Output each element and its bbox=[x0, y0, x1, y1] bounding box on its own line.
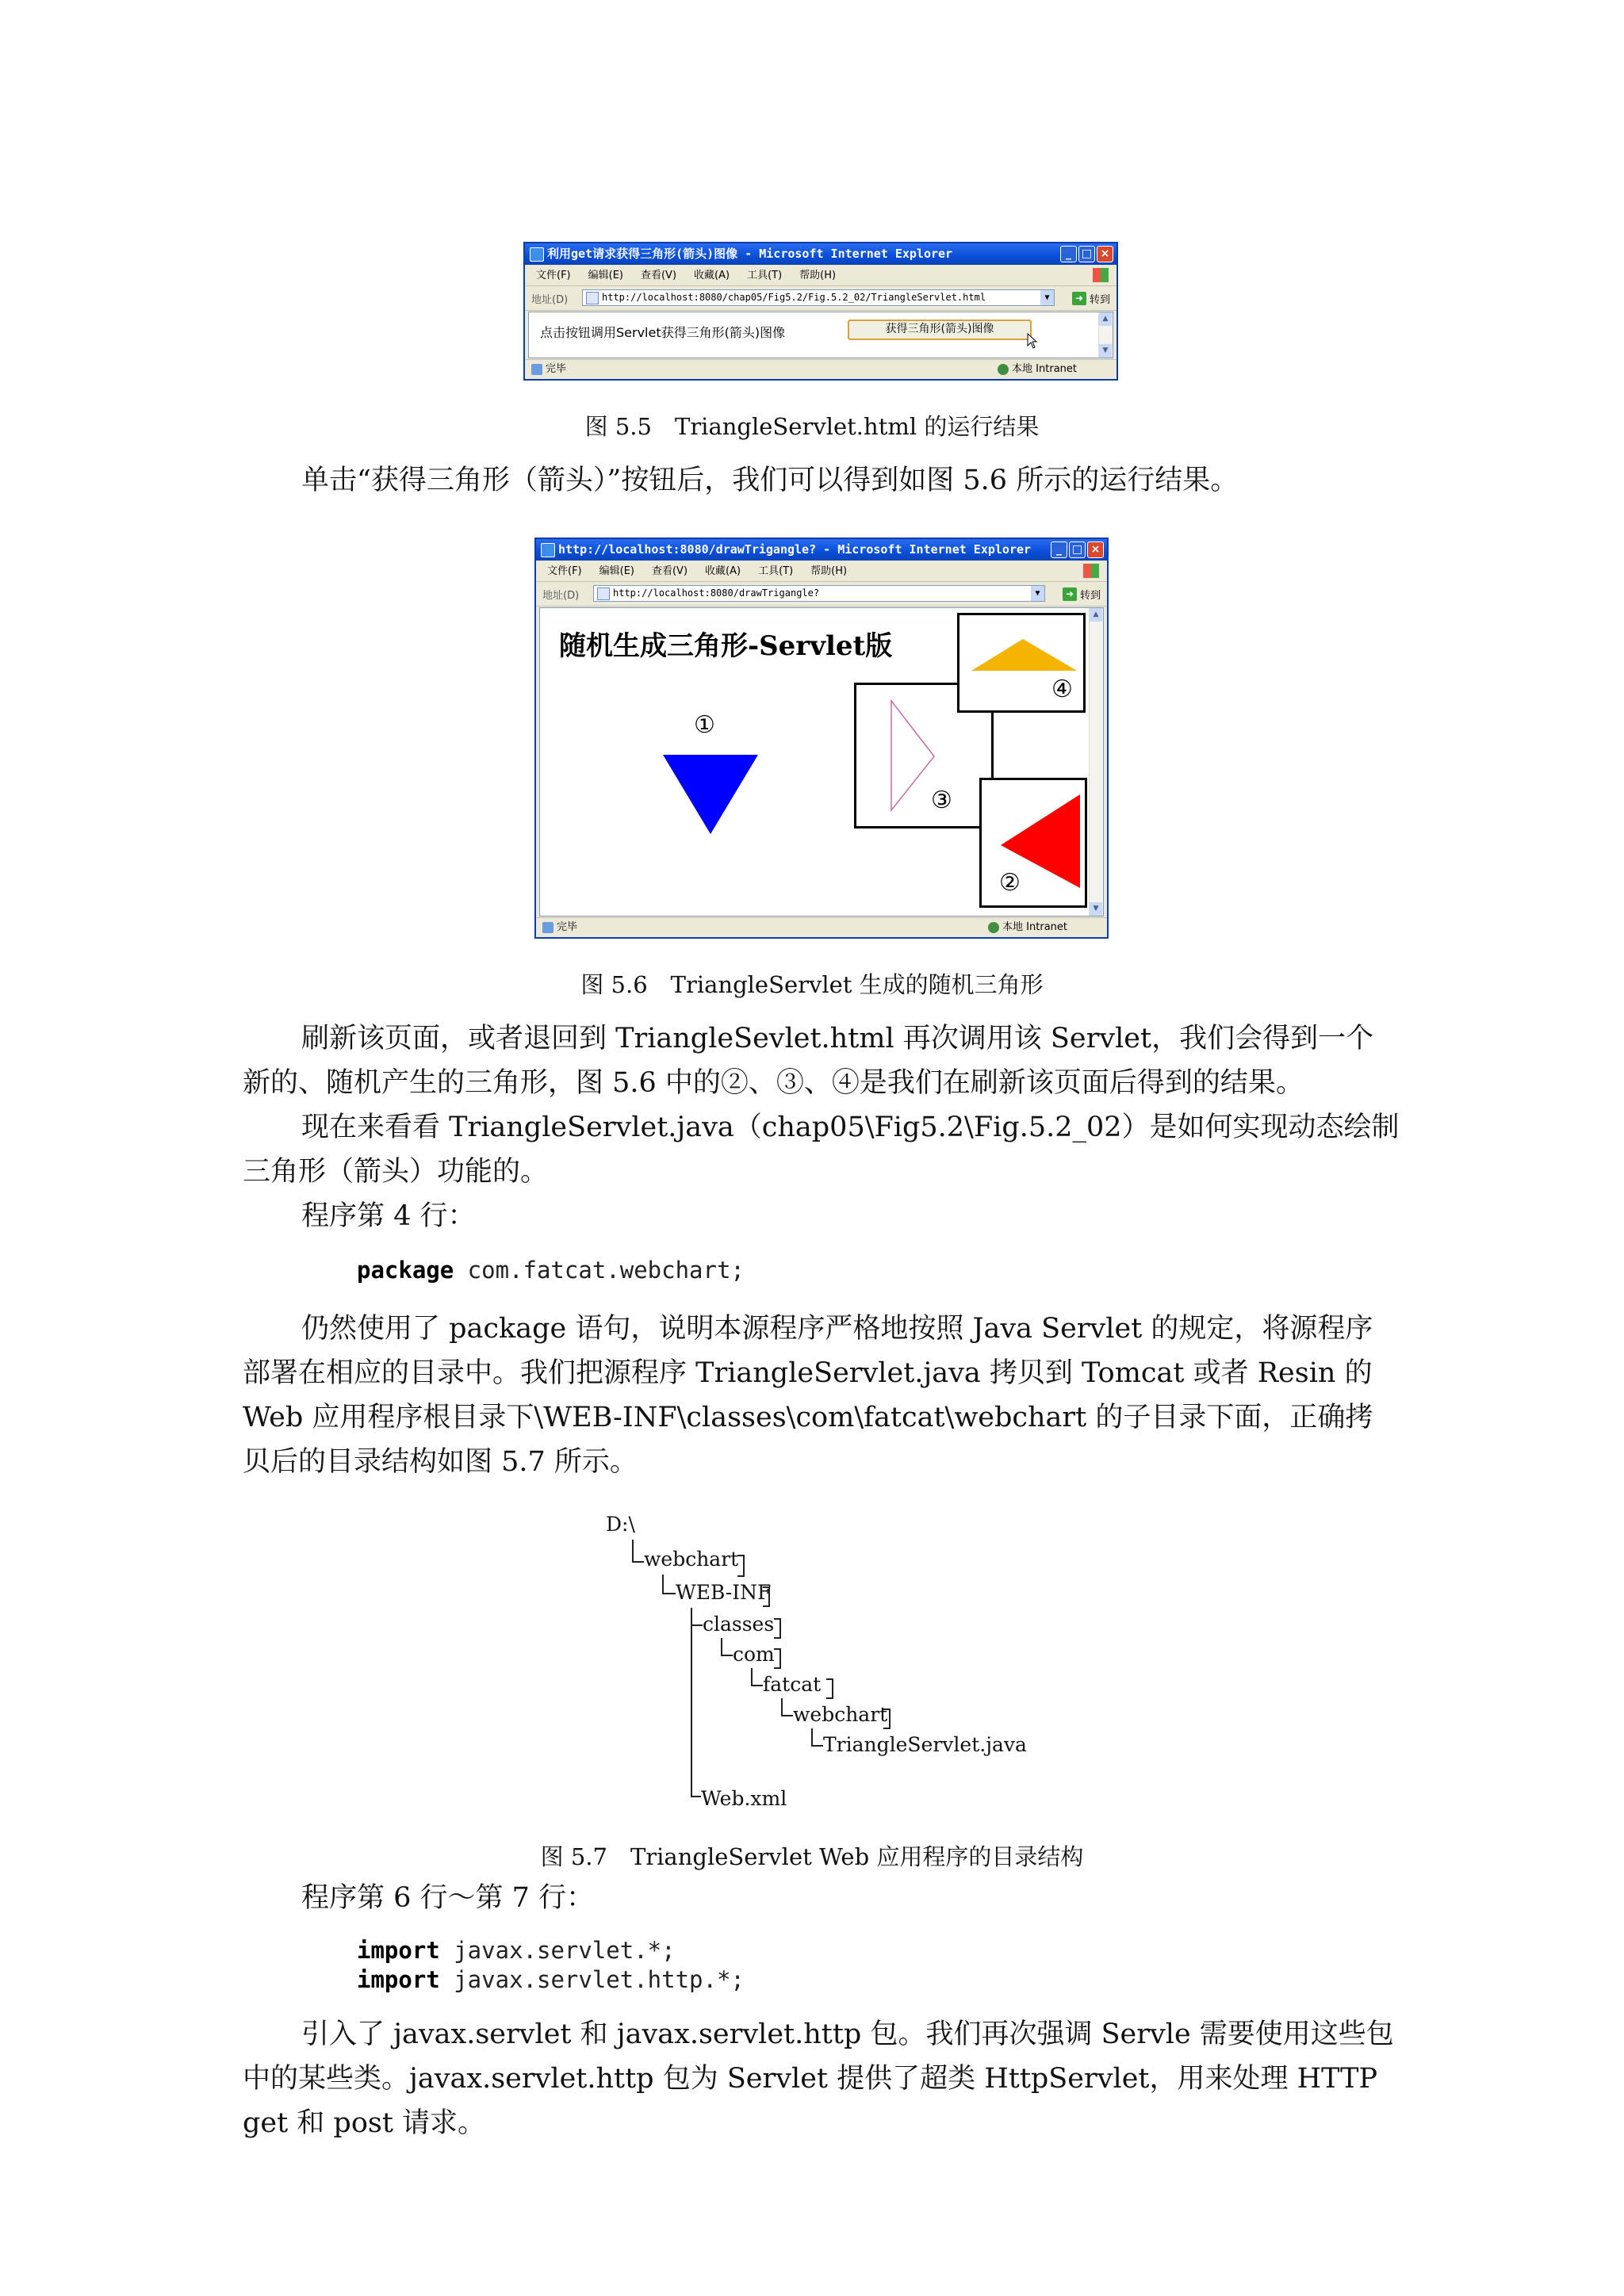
triangle-4-label: ④ bbox=[1051, 675, 1073, 703]
status-text: 完毕 bbox=[546, 363, 567, 375]
triangle-3-label: ③ bbox=[931, 786, 952, 814]
fig55-caption: 图 5.5 TriangleServlet.html 的运行结果 bbox=[584, 413, 1040, 440]
status-bar bbox=[536, 917, 1107, 937]
paragraph: 单击“获得三角形（箭头）”按钮后，我们可以得到如图 5.6 所示的运行结果。 bbox=[301, 465, 1239, 496]
address-input[interactable] bbox=[582, 289, 1055, 306]
fig57-caption: 图 5.7 TriangleServlet Web 应用程序的目录结构 bbox=[540, 1843, 1084, 1870]
menu-tools[interactable]: 工具(T) bbox=[747, 270, 783, 281]
triangle-2-label: ② bbox=[999, 869, 1021, 897]
tree-node: webchart bbox=[793, 1703, 888, 1726]
status-bar bbox=[525, 359, 1116, 379]
tree-node: WEB-INF bbox=[676, 1581, 772, 1604]
menu-help[interactable]: 帮助(H) bbox=[799, 270, 837, 281]
triangle-3-shape bbox=[891, 701, 934, 810]
code-keyword: package bbox=[357, 1257, 454, 1284]
minimize-button[interactable]: _ bbox=[1051, 541, 1067, 558]
triangle-3 bbox=[887, 696, 966, 815]
scroll-down-icon[interactable]: ▼ bbox=[1099, 344, 1112, 358]
go-label: 转到 bbox=[1079, 590, 1101, 602]
intranet-icon bbox=[998, 364, 1009, 375]
menu-view[interactable]: 查看(V) bbox=[651, 565, 688, 577]
code-keyword: import bbox=[357, 1966, 440, 1993]
menu-tools[interactable]: 工具(T) bbox=[758, 565, 794, 577]
menu-file[interactable]: 文件(F) bbox=[547, 565, 582, 577]
go-button[interactable] bbox=[1063, 587, 1101, 602]
status-zone: 本地 Intranet bbox=[1012, 363, 1077, 375]
address-input[interactable] bbox=[593, 585, 1045, 602]
scroll-up-icon[interactable]: ▲ bbox=[1099, 312, 1112, 326]
page-content bbox=[539, 607, 1104, 916]
paragraph: 引入了 javax.servlet 和 javax.servlet.http 包。我们再次强调 Servle 需要使用这些包中的某些类。javax.servlet.http 包为 Servlet 提供了超类 HttpServlet，用来处理 HTTP get 和 post 请求。 bbox=[243, 2019, 1394, 2139]
windows-logo-icon bbox=[1083, 564, 1099, 578]
fig55-browser-window bbox=[523, 242, 1118, 381]
address-url: http://localhost:8080/chap05/Fig5.2/Fig.5.2_02/TriangleServlet.html bbox=[602, 292, 986, 303]
page-done-icon bbox=[542, 922, 553, 933]
maximize-button[interactable]: □ bbox=[1069, 541, 1086, 558]
close-button[interactable]: × bbox=[1087, 541, 1104, 558]
ie-app-icon bbox=[541, 543, 555, 557]
minimize-button[interactable]: _ bbox=[1060, 246, 1077, 262]
page-instruction: 点击按钮调用Servlet获得三角形(箭头)图像 bbox=[540, 325, 786, 340]
menu-help[interactable]: 帮助(H) bbox=[810, 565, 848, 577]
close-button[interactable]: × bbox=[1097, 246, 1113, 262]
go-button[interactable] bbox=[1072, 291, 1110, 306]
triangle-1-label: ① bbox=[694, 711, 715, 739]
paragraph: 刷新该页面，或者退回到 TriangleSevlet.html 再次调用该 Servlet，我们会得到一个新的、随机产生的三角形，图 5.6 中的②、③、④是我们在刷新该页面后得到的结果。 bbox=[243, 1023, 1374, 1099]
code-keyword: import bbox=[357, 1937, 440, 1964]
vertical-scrollbar[interactable] bbox=[1089, 608, 1103, 916]
tree-root: D:\ bbox=[606, 1513, 635, 1536]
menu-favorites[interactable]: 收藏(A) bbox=[694, 270, 730, 281]
tree-node: fatcat bbox=[763, 1673, 822, 1696]
go-arrow-icon: ➜ bbox=[1072, 292, 1086, 305]
menu-edit[interactable]: 编辑(E) bbox=[599, 565, 634, 577]
status-zone: 本地 Intranet bbox=[1002, 921, 1067, 933]
chevron-down-icon[interactable]: ▼ bbox=[1040, 290, 1054, 305]
menu-bar bbox=[536, 561, 1107, 582]
fig56-caption: 图 5.6 TriangleServlet 生成的随机三角形 bbox=[580, 971, 1044, 998]
code-text: javax.servlet.http.*; bbox=[439, 1966, 745, 1993]
page-icon bbox=[597, 587, 610, 600]
paragraph: 仍然使用了 package 语句，说明本源程序严格地按照 Java Servlet 的规定，将源程序部署在相应的目录中。我们把源程序 TriangleServlet.java 拷贝到 Tomcat 或者 Resin 的 Web 应用程序根目录下\WEB-INF\classes\com\fatcat\webchart 的子目录下面，正确拷贝后的目录结构如图 5.7 所示。 bbox=[243, 1313, 1373, 1478]
scroll-down-icon[interactable]: ▼ bbox=[1090, 902, 1102, 916]
fig56-browser-window bbox=[534, 538, 1109, 939]
code-block bbox=[357, 1936, 745, 1995]
address-label: 地址(D) bbox=[531, 294, 569, 306]
vertical-scrollbar[interactable] bbox=[1098, 312, 1113, 358]
address-url: http://localhost:8080/drawTrigangle? bbox=[613, 587, 820, 599]
menu-bar bbox=[525, 266, 1116, 286]
triangle-4-box bbox=[957, 613, 1086, 713]
triangle-4-shape bbox=[971, 639, 1077, 671]
go-arrow-icon: ➜ bbox=[1063, 587, 1077, 601]
address-bar bbox=[536, 582, 1107, 607]
paragraph: 程序第 6 行～第 7 行： bbox=[301, 1882, 595, 1914]
maximize-button[interactable]: □ bbox=[1078, 246, 1095, 262]
menu-edit[interactable]: 编辑(E) bbox=[588, 270, 623, 281]
status-text: 完毕 bbox=[557, 921, 578, 933]
intranet-icon bbox=[988, 922, 999, 933]
ie-app-icon bbox=[530, 247, 544, 262]
code-block bbox=[357, 1256, 745, 1285]
triangle-2-box bbox=[979, 778, 1087, 908]
page-icon bbox=[586, 292, 599, 304]
tree-node: webchart bbox=[644, 1548, 739, 1571]
tree-node: classes bbox=[703, 1613, 775, 1636]
menu-file[interactable]: 文件(F) bbox=[536, 270, 571, 281]
tree-node: TriangleServlet.java bbox=[823, 1733, 1027, 1756]
triangle-1 bbox=[659, 751, 762, 838]
menu-favorites[interactable]: 收藏(A) bbox=[705, 565, 741, 577]
get-triangle-button-label: 获得三角形(箭头)图像 bbox=[885, 323, 994, 335]
address-bar bbox=[525, 286, 1116, 311]
window-title: http://localhost:8080/drawTrigangle? - Microsoft Internet Explorer bbox=[536, 539, 1107, 561]
code-text: javax.servlet.*; bbox=[439, 1937, 676, 1964]
code-text: com.fatcat.webchart; bbox=[454, 1257, 745, 1284]
window-title: 利用get请求获得三角形(箭头)图像 - Microsoft Internet Explorer bbox=[525, 243, 1116, 265]
paragraph: 现在来看看 TriangleServlet.java（chap05\Fig5.2\Fig.5.2_02）是如何实现动态绘制三角形（箭头）功能的。 bbox=[243, 1112, 1400, 1188]
chevron-down-icon[interactable]: ▼ bbox=[1031, 586, 1044, 601]
tree-node: com bbox=[733, 1643, 775, 1666]
windows-logo-icon bbox=[1093, 268, 1109, 282]
get-triangle-button[interactable] bbox=[848, 320, 1032, 340]
address-label: 地址(D) bbox=[542, 590, 580, 602]
go-label: 转到 bbox=[1089, 294, 1110, 306]
menu-view[interactable]: 查看(V) bbox=[640, 270, 677, 281]
mouse-cursor-icon bbox=[1027, 333, 1038, 349]
page-heading: 随机生成三角形-Servlet版 bbox=[559, 630, 893, 662]
page-content bbox=[528, 312, 1113, 358]
page-done-icon bbox=[531, 364, 542, 375]
scroll-up-icon[interactable]: ▲ bbox=[1090, 608, 1102, 622]
tree-node: Web.xml bbox=[701, 1787, 787, 1810]
triangle-1-shape bbox=[663, 755, 758, 834]
paragraph: 程序第 4 行： bbox=[301, 1200, 476, 1232]
